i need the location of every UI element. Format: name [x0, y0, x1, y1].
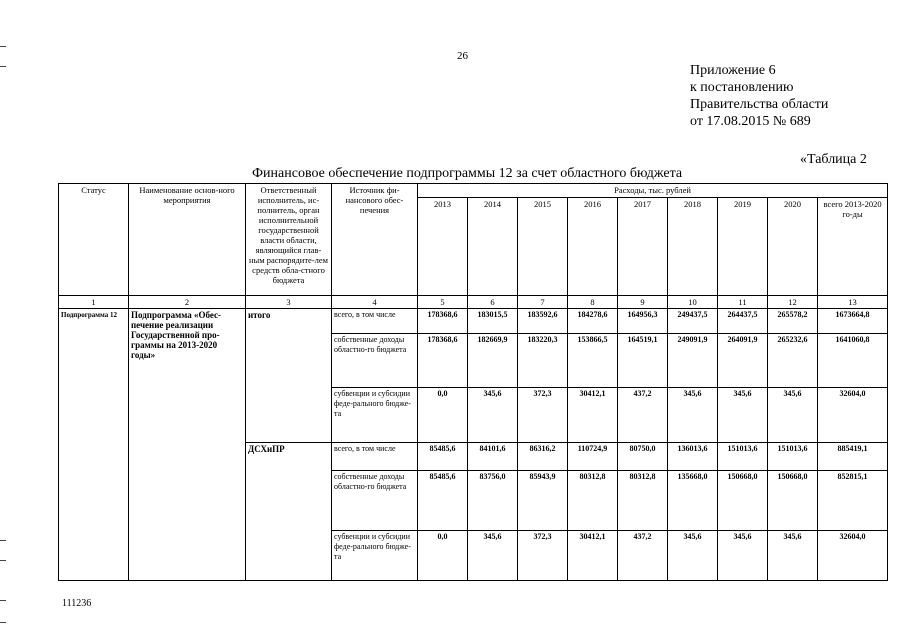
- value-cell: 265578,2: [768, 309, 818, 334]
- value-cell: 178368,6: [418, 334, 468, 388]
- value-cell: 345,6: [768, 388, 818, 443]
- value-cell: 151013,6: [768, 443, 818, 471]
- column-number: 4: [332, 296, 418, 309]
- value-cell: 345,6: [718, 388, 768, 443]
- column-number-row: [59, 296, 888, 309]
- value-cell: 110724,9: [568, 443, 618, 471]
- header-funding-source: Источник фи-нансового обес-печения: [332, 184, 418, 296]
- value-cell: 183015,5: [468, 309, 518, 334]
- header-year: 2015: [518, 198, 568, 296]
- column-number: 11: [718, 296, 768, 309]
- value-cell: 345,6: [468, 531, 518, 581]
- header-year: 2014: [468, 198, 518, 296]
- value-cell: 183220,3: [518, 334, 568, 388]
- header-year: 2013: [418, 198, 468, 296]
- value-cell: 437,2: [618, 531, 668, 581]
- column-number: 12: [768, 296, 818, 309]
- column-number: 9: [618, 296, 668, 309]
- value-cell: 30412,1: [568, 388, 618, 443]
- value-cell: 153866,5: [568, 334, 618, 388]
- value-cell: 0,0: [418, 388, 468, 443]
- value-cell: 80750,0: [618, 443, 668, 471]
- value-cell: 83756,0: [468, 471, 518, 531]
- funding-source-cell: субвенции и субсидии феде-рального бюдже-та: [332, 531, 418, 581]
- approval-line: Приложение 6: [690, 63, 776, 78]
- value-cell: 84101,6: [468, 443, 518, 471]
- value-cell: 249437,5: [668, 309, 718, 334]
- value-cell: 85485,6: [418, 443, 468, 471]
- header-executor: Ответственный исполнитель, ис-полнитель, орган исполнительной государственной власти области, являющийся глав-ным распорядите-лем средств обла-стного бюджета: [246, 184, 332, 296]
- column-number: 7: [518, 296, 568, 309]
- funding-source-cell: собственные доходы областно-го бюджета: [332, 471, 418, 531]
- value-cell: 345,6: [768, 531, 818, 581]
- approval-line: Правительства области: [690, 97, 829, 112]
- value-cell: 86316,2: [518, 443, 568, 471]
- table-reference: «Таблица 2: [800, 152, 867, 167]
- header-event-name: Наименование основ-ного мероприятия: [129, 184, 246, 296]
- budget-table: [58, 183, 888, 581]
- value-cell: 182669,9: [468, 334, 518, 388]
- value-cell: 150668,0: [718, 471, 768, 531]
- value-cell: 885419,1: [818, 443, 888, 471]
- value-cell: 136013,6: [668, 443, 718, 471]
- value-cell: 164519,1: [618, 334, 668, 388]
- value-cell: 264091,9: [718, 334, 768, 388]
- document-title: Финансовое обеспечение подпрограммы 12 за счет областного бюджета: [252, 166, 683, 181]
- value-cell: 264437,5: [718, 309, 768, 334]
- value-cell: 0,0: [418, 531, 468, 581]
- value-cell: 30412,1: [568, 531, 618, 581]
- value-cell: 150668,0: [768, 471, 818, 531]
- value-cell: 135668,0: [668, 471, 718, 531]
- value-cell: 85943,9: [518, 471, 568, 531]
- column-number: 3: [246, 296, 332, 309]
- value-cell: 1641060,8: [818, 334, 888, 388]
- funding-source-cell: всего, в том числе: [332, 443, 418, 471]
- value-cell: 32604,0: [818, 388, 888, 443]
- event-name-cell: Подпрограмма «Обес-печение реализации Государственной про-граммы на 2013-2020 годы»: [129, 309, 246, 581]
- value-cell: 85485,6: [418, 471, 468, 531]
- value-cell: 178368,6: [418, 309, 468, 334]
- header-expenses: Расходы, тыс. рублей: [418, 184, 888, 198]
- value-cell: 852815,1: [818, 471, 888, 531]
- header-year: 2020: [768, 198, 818, 296]
- value-cell: 151013,6: [718, 443, 768, 471]
- header-year: 2018: [668, 198, 718, 296]
- value-cell: 32604,0: [818, 531, 888, 581]
- table-row: [59, 309, 888, 334]
- value-cell: 80312,8: [618, 471, 668, 531]
- executor-cell: ДСХиПР: [246, 443, 332, 581]
- column-number: 2: [129, 296, 246, 309]
- footer-code: 111236: [62, 598, 92, 609]
- approval-block: [690, 62, 828, 130]
- value-cell: 184278,6: [568, 309, 618, 334]
- value-cell: 345,6: [668, 388, 718, 443]
- value-cell: 164956,3: [618, 309, 668, 334]
- executor-cell: итого: [246, 309, 332, 443]
- header-year-total: всего 2013-2020 го-ды: [818, 198, 888, 296]
- approval-line: от 17.08.2015 № 689: [690, 114, 811, 129]
- page-number: 26: [457, 50, 468, 62]
- funding-source-cell: всего, в том числе: [332, 309, 418, 334]
- column-number: 6: [468, 296, 518, 309]
- value-cell: 437,2: [618, 388, 668, 443]
- value-cell: 345,6: [468, 388, 518, 443]
- value-cell: 372,3: [518, 388, 568, 443]
- value-cell: 372,3: [518, 531, 568, 581]
- approval-line: к постановлению: [690, 80, 794, 95]
- header-year: 2016: [568, 198, 618, 296]
- column-number: 10: [668, 296, 718, 309]
- value-cell: 249091,9: [668, 334, 718, 388]
- value-cell: 80312,8: [568, 471, 618, 531]
- funding-source-cell: собственные доходы областно-го бюджета: [332, 334, 418, 388]
- value-cell: 183592,6: [518, 309, 568, 334]
- status-cell: Подпрограмма 12: [59, 309, 129, 581]
- column-number: 13: [818, 296, 888, 309]
- header-year: 2017: [618, 198, 668, 296]
- value-cell: 345,6: [718, 531, 768, 581]
- value-cell: 265232,6: [768, 334, 818, 388]
- value-cell: 345,6: [668, 531, 718, 581]
- header-status: Статус: [59, 184, 129, 296]
- value-cell: 1673664,8: [818, 309, 888, 334]
- column-number: 5: [418, 296, 468, 309]
- column-number: 8: [568, 296, 618, 309]
- column-number: 1: [59, 296, 129, 309]
- header-year: 2019: [718, 198, 768, 296]
- funding-source-cell: субвенции и субсидии феде-рального бюдже-та: [332, 388, 418, 443]
